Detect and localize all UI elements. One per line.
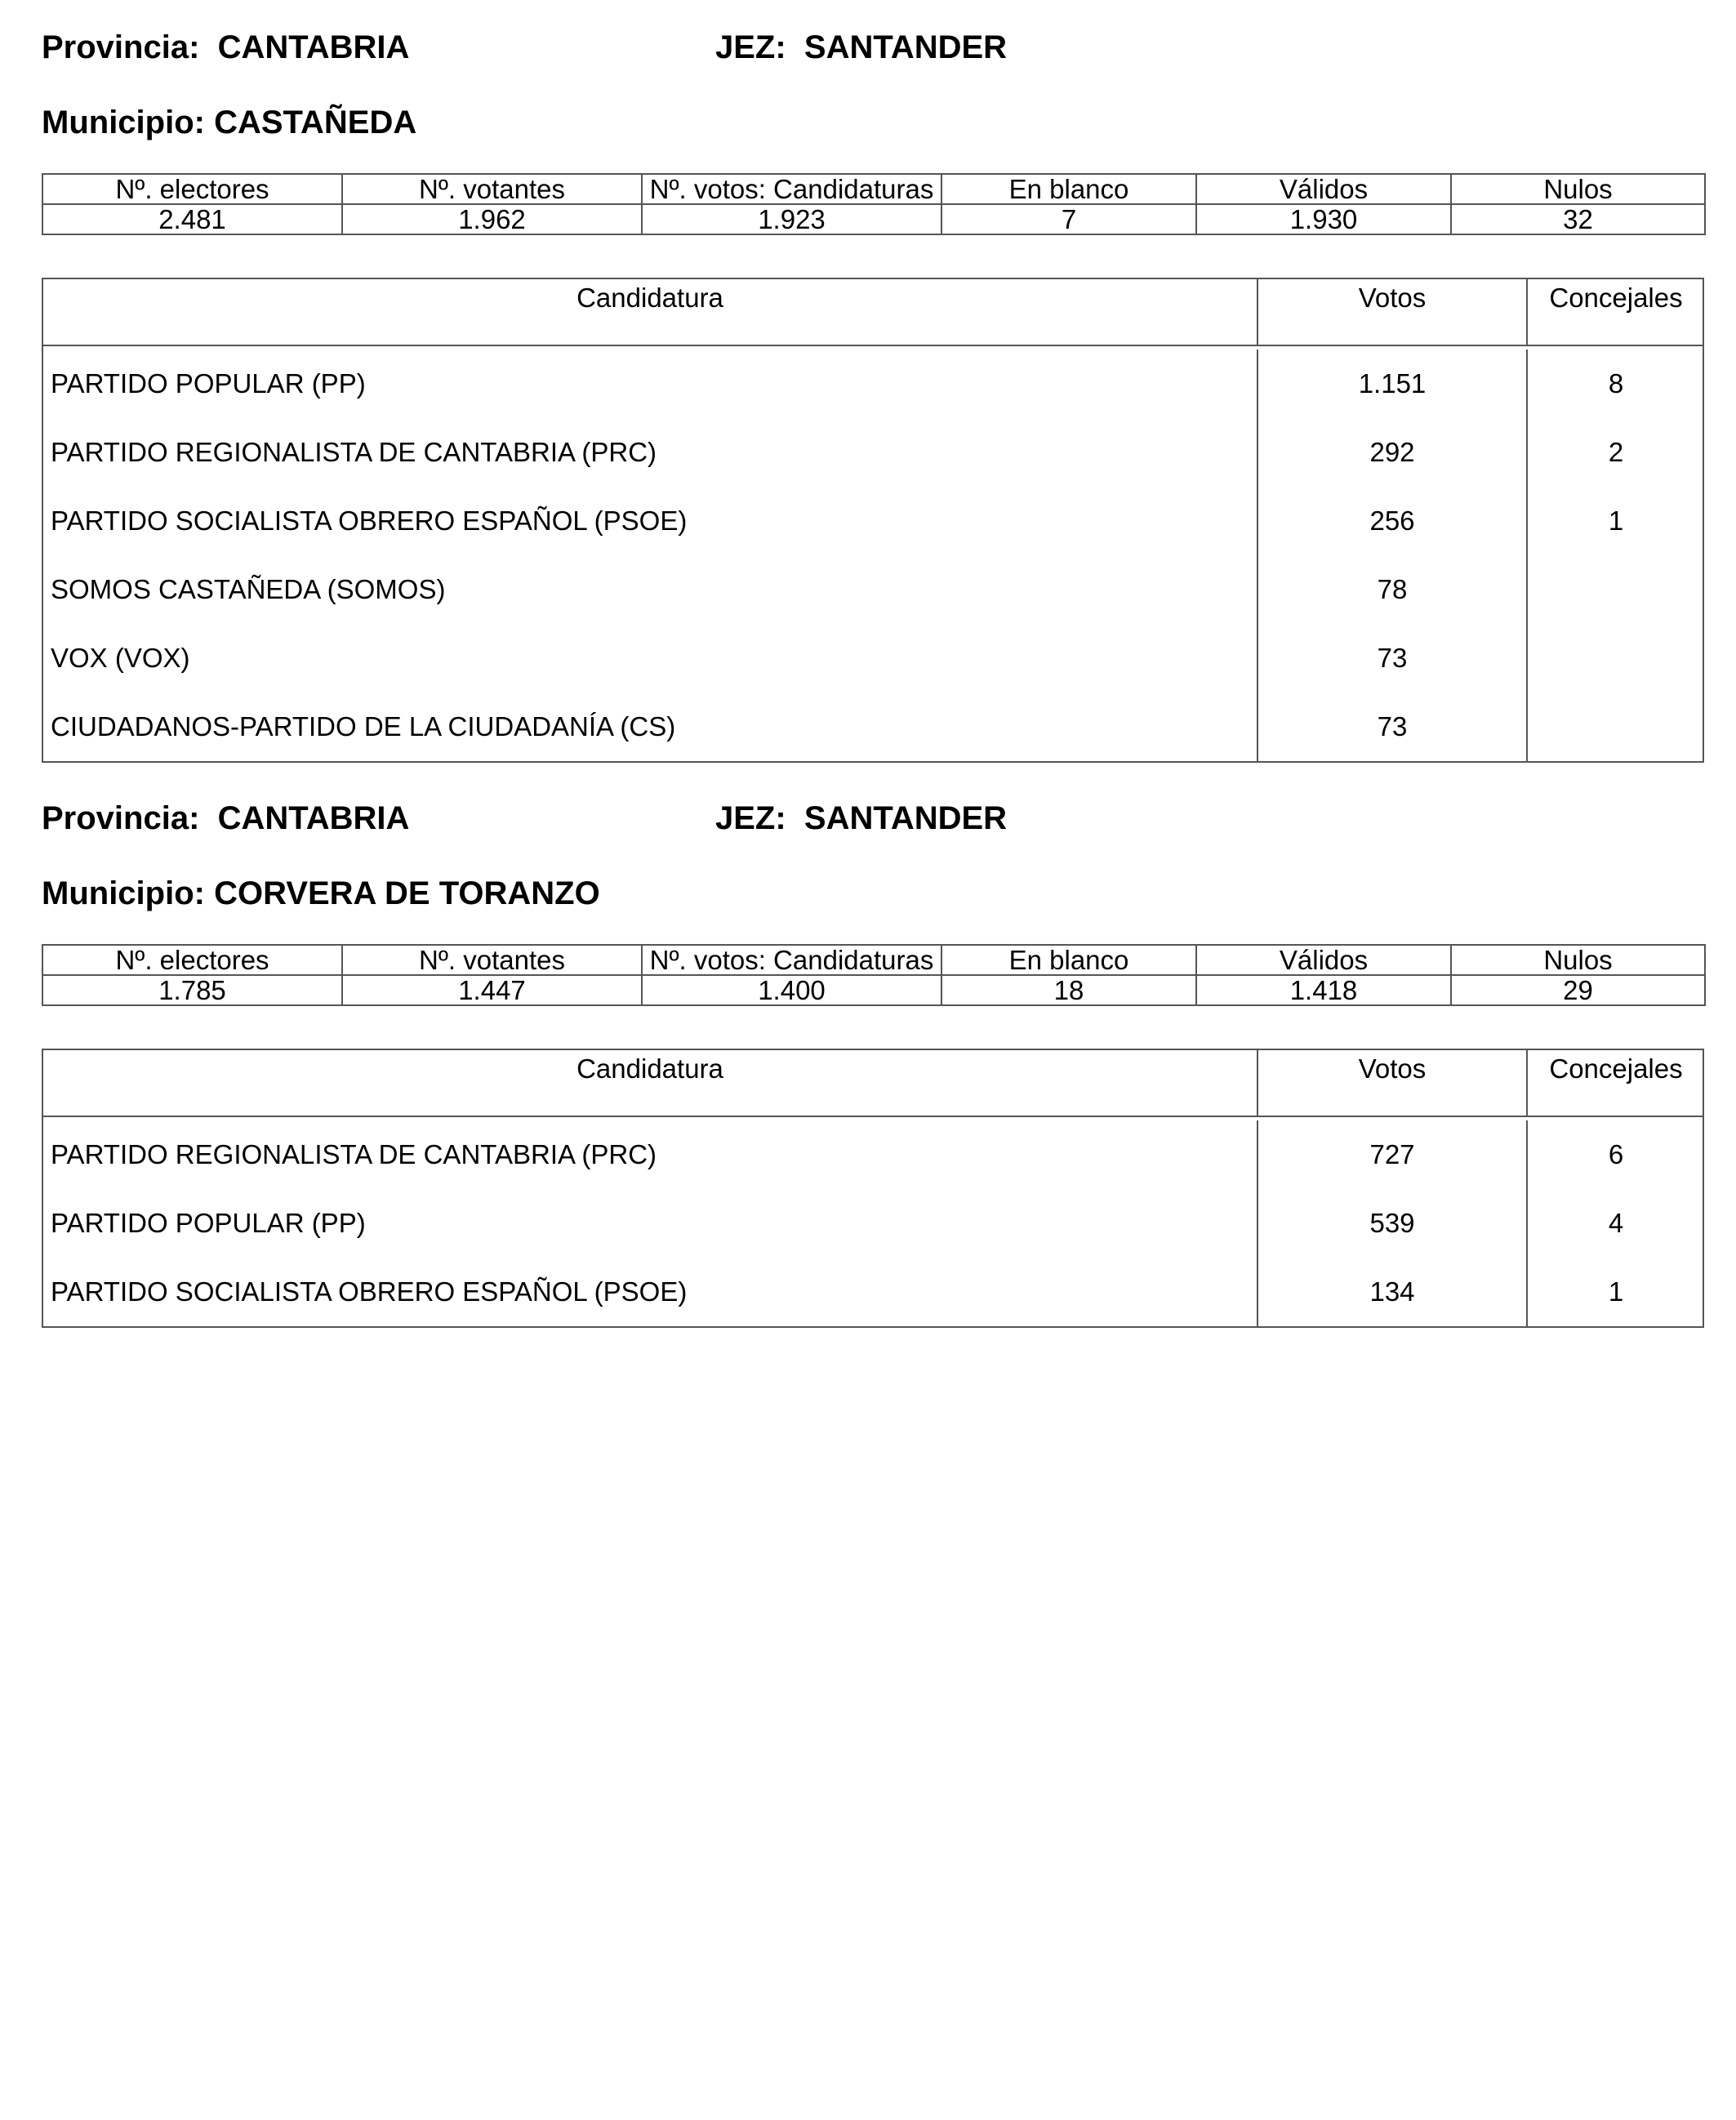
- table-row: [43, 1189, 1703, 1258]
- jez-value: SANTANDER: [803, 29, 1008, 65]
- candidatura-votos: 73: [1257, 624, 1526, 693]
- candidatura-name: PARTIDO REGIONALISTA DE CANTABRIA (PRC): [51, 437, 657, 467]
- candidatura-concejales: 8: [1526, 350, 1704, 418]
- table-row: [43, 1120, 1703, 1189]
- table-row: [43, 555, 1703, 624]
- jez-label-text: JEZ:: [715, 29, 786, 65]
- stats-header-votos-candidaturas: Nº. votos: Candidaturas: [642, 945, 941, 975]
- municipio-label: [42, 877, 600, 910]
- candidatura-concejales: [1526, 624, 1704, 693]
- stats-value-votantes: 1.962: [342, 204, 642, 234]
- stats-value-electores: 2.481: [42, 204, 342, 234]
- jez-label-text: JEZ:: [715, 800, 786, 836]
- candidatura-votos: 73: [1257, 693, 1526, 761]
- results-header-candidatura: Candidatura: [576, 1053, 723, 1084]
- results-table: [42, 278, 1704, 763]
- candidatura-concejales: [1526, 693, 1704, 761]
- stats-header-nulos: Nulos: [1451, 945, 1705, 975]
- results-body: [43, 1117, 1703, 1326]
- candidatura-votos: 78: [1257, 555, 1526, 624]
- candidatura-concejales: 1: [1526, 487, 1704, 555]
- candidatura-concejales: [1526, 555, 1704, 624]
- stats-header-votantes: Nº. votantes: [342, 945, 642, 975]
- stats-value-row: [42, 975, 1705, 1005]
- municipio-label-text: Municipio:: [42, 105, 205, 140]
- jez-label: [715, 31, 1007, 64]
- stats-header-nulos: Nulos: [1451, 174, 1705, 204]
- municipio-label: [42, 106, 416, 139]
- results-header: [43, 279, 1703, 346]
- candidatura-concejales: 4: [1526, 1189, 1704, 1258]
- candidatura-votos: 727: [1257, 1120, 1526, 1189]
- results-table: [42, 1049, 1704, 1328]
- stats-value-votos-candidaturas: 1.923: [642, 204, 941, 234]
- candidatura-votos: 292: [1257, 418, 1526, 487]
- candidatura-name: SOMOS CASTAÑEDA (SOMOS): [51, 574, 446, 604]
- stats-value-en-blanco: 18: [941, 975, 1196, 1005]
- stats-value-validos: 1.930: [1196, 204, 1451, 234]
- candidatura-concejales: 6: [1526, 1120, 1704, 1189]
- results-header-concejales: Concejales: [1526, 1050, 1704, 1116]
- stats-value-electores: 1.785: [42, 975, 342, 1005]
- provincia-label-text: Provincia:: [42, 29, 200, 65]
- candidatura-name: PARTIDO SOCIALISTA OBRERO ESPAÑOL (PSOE): [51, 506, 688, 536]
- stats-table: [42, 944, 1706, 1006]
- candidatura-name: VOX (VOX): [51, 643, 190, 673]
- stats-header-votos-candidaturas: Nº. votos: Candidaturas: [642, 174, 941, 204]
- provincia-label-text: Provincia:: [42, 800, 200, 836]
- table-row: [43, 350, 1703, 418]
- table-row: [43, 624, 1703, 693]
- results-header-concejales: Concejales: [1526, 279, 1704, 345]
- provincia-label: [42, 802, 409, 835]
- candidatura-name: PARTIDO REGIONALISTA DE CANTABRIA (PRC): [51, 1139, 657, 1169]
- candidatura-name: PARTIDO POPULAR (PP): [51, 368, 366, 399]
- candidatura-votos: 539: [1257, 1189, 1526, 1258]
- results-header-votos: Votos: [1257, 1050, 1526, 1116]
- results-header-candidatura: Candidatura: [576, 283, 723, 313]
- stats-value-votantes: 1.447: [342, 975, 642, 1005]
- candidatura-name: PARTIDO SOCIALISTA OBRERO ESPAÑOL (PSOE): [51, 1276, 688, 1307]
- stats-value-validos: 1.418: [1196, 975, 1451, 1005]
- table-row: [43, 1258, 1703, 1326]
- stats-header-votantes: Nº. votantes: [342, 174, 642, 204]
- jez-label: [715, 802, 1007, 835]
- table-row: [43, 418, 1703, 487]
- table-row: [43, 693, 1703, 761]
- stats-header-en-blanco: En blanco: [941, 945, 1196, 975]
- municipio-value: CORVERA DE TORANZO: [214, 875, 600, 911]
- municipio-label-text: Municipio:: [42, 875, 205, 911]
- candidatura-name: PARTIDO POPULAR (PP): [51, 1208, 366, 1238]
- candidatura-votos: 134: [1257, 1258, 1526, 1326]
- stats-value-nulos: 29: [1451, 975, 1705, 1005]
- municipio-value: CASTAÑEDA: [214, 105, 417, 140]
- stats-header-row: [42, 945, 1705, 975]
- candidatura-name: CIUDADANOS-PARTIDO DE LA CIUDADANÍA (CS): [51, 711, 676, 742]
- stats-value-nulos: 32: [1451, 204, 1705, 234]
- stats-table: [42, 173, 1706, 235]
- provincia-label: [42, 31, 409, 64]
- results-body: [43, 346, 1703, 761]
- table-row: [43, 487, 1703, 555]
- stats-header-electores: Nº. electores: [42, 945, 342, 975]
- stats-header-electores: Nº. electores: [42, 174, 342, 204]
- stats-header-row: [42, 174, 1705, 204]
- results-header: [43, 1050, 1703, 1117]
- candidatura-votos: 256: [1257, 487, 1526, 555]
- stats-header-en-blanco: En blanco: [941, 174, 1196, 204]
- candidatura-concejales: 1: [1526, 1258, 1704, 1326]
- stats-header-validos: Válidos: [1196, 945, 1451, 975]
- provincia-value: CANTABRIA: [217, 800, 410, 836]
- stats-value-en-blanco: 7: [941, 204, 1196, 234]
- results-header-votos: Votos: [1257, 279, 1526, 345]
- jez-value: SANTANDER: [803, 800, 1008, 836]
- stats-value-votos-candidaturas: 1.400: [642, 975, 941, 1005]
- candidatura-concejales: 2: [1526, 418, 1704, 487]
- candidatura-votos: 1.151: [1257, 350, 1526, 418]
- stats-header-validos: Válidos: [1196, 174, 1451, 204]
- stats-value-row: [42, 204, 1705, 234]
- provincia-value: CANTABRIA: [217, 29, 410, 65]
